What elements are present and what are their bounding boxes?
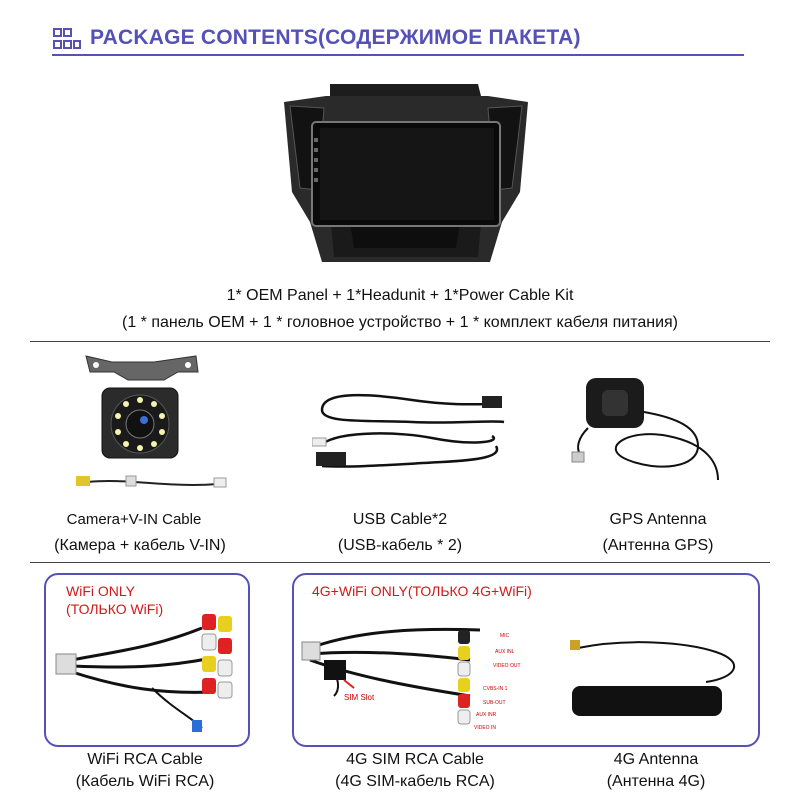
4g-antenna-caption-ru: (Антенна 4G) bbox=[606, 773, 706, 790]
main-caption-ru: (1 * панель OEM + 1 * головное устройство + 1 * комплект кабеля питания) bbox=[121, 314, 678, 331]
4g-cable-caption-en: 4G SIM RCA Cable bbox=[346, 751, 484, 768]
wifi-rca-cable-image bbox=[52, 608, 242, 736]
page-title: PACKAGE CONTENTS(СОДЕРЖИМОЕ ПАКЕТА) bbox=[90, 26, 581, 49]
wifi-cable-caption-ru: (Кабель WiFi RCA) bbox=[75, 773, 215, 790]
plug-label: VIDEO IN bbox=[474, 725, 496, 731]
plug-label: SUB-OUT bbox=[483, 700, 506, 706]
4g-cable-caption-ru: (4G SIM-кабель RCA) bbox=[335, 773, 495, 790]
camera-cable-image bbox=[68, 350, 238, 498]
camera-caption-en: Camera+V-IN Cable bbox=[66, 511, 202, 528]
4g-wifi-only-note: 4G+WiFi ONLY(ТОЛЬКО 4G+WiFi) bbox=[312, 583, 532, 599]
gps-caption-en: GPS Antenna bbox=[609, 511, 707, 528]
usb-caption-en: USB Cable*2 bbox=[352, 511, 448, 528]
grid-network-icon bbox=[52, 27, 82, 51]
section-divider-2 bbox=[30, 562, 770, 563]
header-divider bbox=[52, 54, 744, 56]
gps-antenna-image bbox=[568, 368, 748, 498]
wifi-cable-caption-en: WiFi RCA Cable bbox=[87, 751, 203, 768]
sim-slot-label: SIM Slot bbox=[344, 693, 375, 702]
plug-label: CVBS-IN 1 bbox=[483, 686, 508, 692]
plug-label: MIC bbox=[500, 633, 510, 639]
4g-antenna-caption-en: 4G Antenna bbox=[613, 751, 699, 768]
camera-caption-ru-text: (Камера + кабель V-IN) bbox=[54, 537, 226, 554]
plug-label: VIDEO OUT bbox=[493, 663, 521, 669]
main-caption-en: 1* OEM Panel + 1*Headunit + 1*Power Cable Kit bbox=[226, 287, 574, 304]
wifi-only-note-ru: (ТОЛЬКО WiFi) bbox=[66, 601, 164, 617]
head-unit-image bbox=[270, 72, 542, 282]
plug-label: AUX INR bbox=[476, 712, 497, 718]
gps-caption-ru: (Антенна GPS) bbox=[602, 537, 714, 554]
wifi-only-note: WiFi ONLY bbox=[66, 583, 135, 599]
4g-antenna-image bbox=[566, 628, 746, 724]
usb-caption-ru: (USB-кабель * 2) bbox=[337, 537, 463, 554]
usb-cable-image bbox=[312, 380, 512, 480]
plug-label: AUX INL bbox=[495, 649, 515, 655]
section-divider bbox=[30, 341, 770, 342]
